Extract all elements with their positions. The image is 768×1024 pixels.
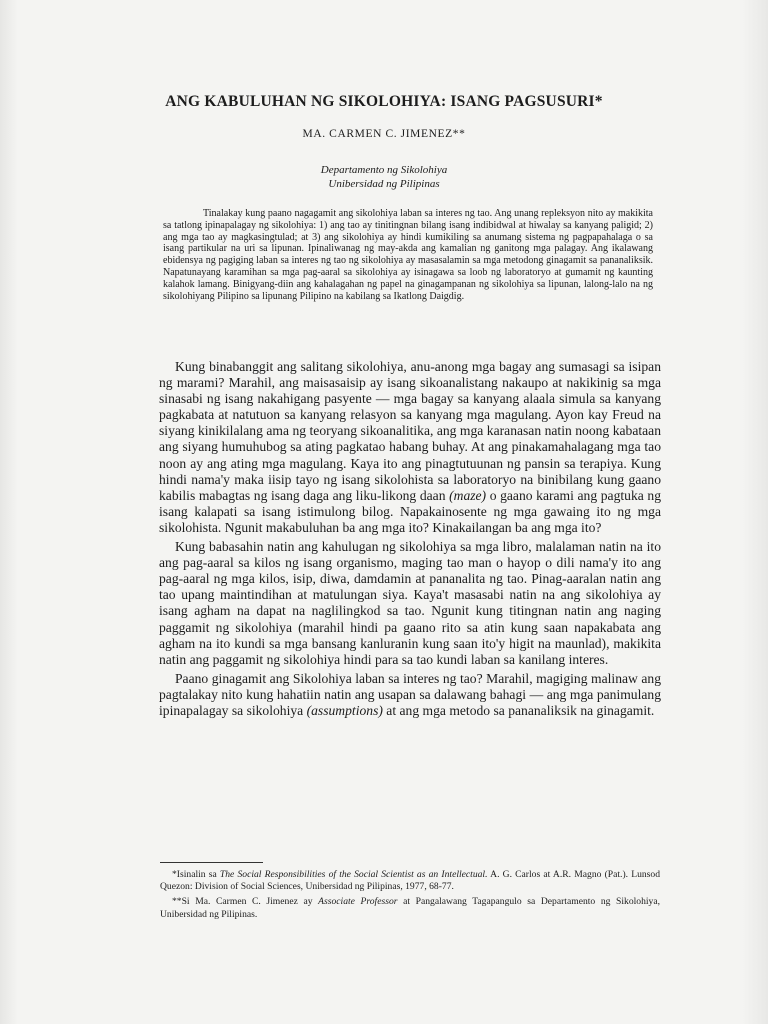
paragraph-text: at ang mga metodo sa pananaliksik na ginagamit. — [382, 702, 655, 718]
author-name: MA. CARMEN C. JIMENEZ** — [302, 128, 466, 140]
footnote-text: **Si Ma. Carmen C. Jimenez ay — [172, 896, 319, 908]
department-line: Departamento ng Sikolohiya — [320, 164, 448, 176]
footnote-emphasis: The Social Responsibilities of the Social Scientist as an Intellectual. — [219, 869, 488, 880]
body-paragraph-1 — [159, 359, 661, 536]
paragraph-text: o gaano karami ang pagtuka ng isang kalapati sa isang istimulong bilog. Napakainosente ng mga gawaing ito ng mga sikolohista. Ngunit makabuluhan ba ang mga ito? Kinakailangan ba ang mga ito? — [159, 487, 661, 535]
footnote-text: *Isinalin sa — [172, 869, 220, 880]
footnote-text: at Pangalawang Tagapangulo sa Departamento ng Sikolohiya, Unibersidad ng Pilipinas. — [160, 896, 661, 920]
footnote-text: A. G. Carlos at A.R. Magno (Pat.). Lunsod Quezon: Division of Social Sciences, Unibersidad ng Pilipinas, 1977, 68-77. — [160, 869, 660, 893]
footnote-divider — [160, 862, 263, 863]
footnote-2 — [160, 896, 660, 920]
body-paragraph-3 — [159, 671, 661, 719]
footnotes — [160, 869, 660, 924]
paragraph-text: Kung babasahin natin ang kahulugan ng sikolohiya sa mga libro, malalaman natin na ito ang pag-aaral sa kilos ng isang organismo, maging tao man o hayop o dili nama'y ito ang pag-aaral ng mga kilos, isip, diwa, damdamin at pananalita ng tao. Pinag-aaralan natin ang tao upang maintindihan at matulungan siya. Kaya't masasabi natin na ang sikolohiya ay isang agham na dapat na naglilingkod sa tao. Ngunit kung titingnan natin ang naging paggamit ng sikolohiya (marahil hindi pa gaano rito sa atin kung saan napakabata ang agham na ito kundi sa mga bansang kanluranin kung saan ito'y higit na maunlad), makikita natin ang paggamit ng sikolohiya hindi para sa tao kundi laban sa kanilang interes. — [159, 539, 661, 667]
abstract: Tinalakay kung paano nagagamit ang sikolohiya laban sa interes ng tao. Ang unang repleksyon nito ay makikita sa tatlong ipinapalagay ng sikolohiya: 1) ang tao ay tinitingnan bilang isang indibidwal at hiwalay sa kanyang paligid; 2) ang mga tao ay magkasingtulad; at 3) ang sikolohiya ay hindi kumikiling sa anumang sistema ng pagpapahalaga o sa isang partikular na uri sa lipunan. Ipinaliwanag ng may-akda ang kamalian ng ganitong mga palagay. Ang ikalawang ebidensya ng pagiging laban sa interes ng tao ng sikolohiya ay masasalamin sa mga metodong ginagamit sa pananaliksik. Napatunayang karamihan sa mga pag-aaral sa sikolohiya ay isinagawa sa loob ng laboratoryo at gumamit ng kaunting kalahok lamang. Binigyang-diin ang kahalagahan ng papel na ginagampanan ng sikolohiya sa lipunan, lalong-lalo na ng sikolohiyang Pilipino sa lipunang Pilipino na kabilang sa Ikatlong Daigdig. — [163, 208, 653, 302]
paragraph-text: Kung binabanggit ang salitang sikolohiya, anu-anong mga bagay ang sumasagi sa isipan ng marami? Marahil, ang maisasaisip ay isang sikoanalistang nakaupo at nakikinig sa mga sinasabi ng isang nakahigang pasyente — mga bagay sa kanyang alaala simula sa kanyang pagkabata at natutuon sa kanyang relasyon sa kanyang mga magulang. Ayon kay Freud na siyang kinikilalang ama ng teoryang sikoanalitika, ang mga karanasan natin noong kabataan ang siyang humuhubog sa ating pagkatao habang buhay. At ang pinakamahalagang mga tao noon ay ang ating mga magulang. Kaya ito ang pinagtutuunan ng pansin sa terapiya. Kung hindi nama'y maka iisip tayo ng isang sikolohista sa laboratoryo na binibilang kung gaano kabilis mabagtas ng isang daga ang liku-likong daan — [159, 359, 661, 503]
paper-title: ANG KABULUHAN NG SIKOLOHIYA: ISANG PAGSUSURI* — [165, 93, 603, 110]
paragraph-emphasis: (maze) — [449, 487, 487, 503]
paragraph-text: Paano ginagamit ang Sikolohiya laban sa interes ng tao? Marahil, magiging malinaw ang pagtalakay nito kung hahatiin natin ang usapan sa dalawang bahagi — ang mga panimulang ipinapalagay sa sikolohiya — [159, 670, 661, 718]
footnote-1 — [160, 869, 660, 893]
university-line: Unibersidad ng Pilipinas — [328, 178, 440, 190]
paragraph-emphasis: (assumptions) — [306, 702, 383, 718]
body-text — [159, 359, 661, 722]
footnote-emphasis: Associate Professor — [318, 896, 398, 908]
body-paragraph-2 — [159, 539, 661, 668]
author-affiliation — [0, 163, 768, 191]
